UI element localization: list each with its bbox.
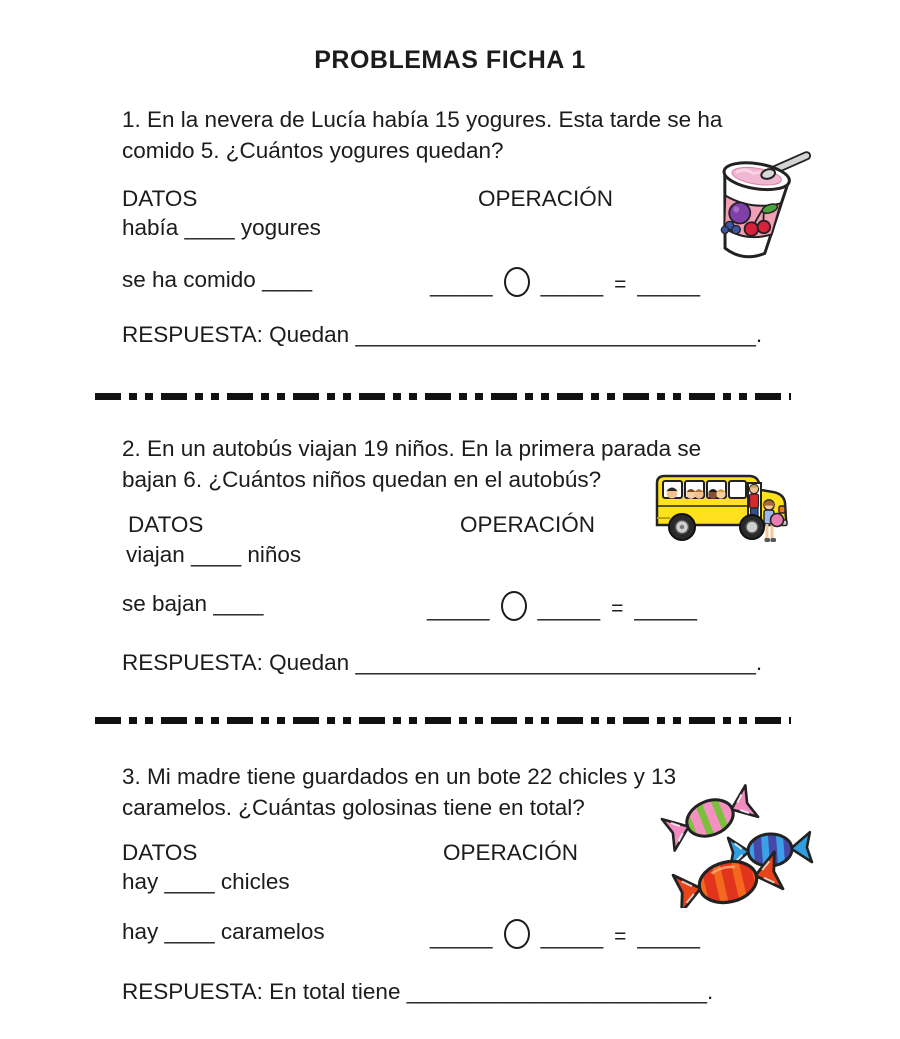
- equals-sign: =: [614, 925, 627, 948]
- problem-3-operation: [430, 919, 700, 950]
- operation-blank-2: _____: [537, 596, 601, 621]
- problem-3-section-headers: [0, 840, 900, 868]
- problem-1-datos-line-1: había ____ yogures: [122, 215, 321, 240]
- operation-blank-3: _____: [634, 596, 697, 621]
- dashed-separator-2: [95, 717, 791, 724]
- problem-1-datos-line-2: se ha comido ____: [122, 267, 313, 292]
- problem-1-statement: [122, 104, 782, 166]
- equals-sign: =: [614, 273, 627, 296]
- problem-2-statement-line2: bajan 6. ¿Cuántos niños quedan en el autobús?: [122, 467, 602, 492]
- problem-1-operacion-label: OPERACIÓN: [478, 186, 614, 211]
- page-title: PROBLEMAS FICHA 1: [314, 46, 586, 74]
- problem-3-respuesta-line: RESPUESTA: En total tiene ________________________.: [122, 979, 714, 1004]
- problem-3-statement-line2: caramelos. ¿Cuántas golosinas tiene en total?: [122, 795, 585, 820]
- equals-sign: =: [611, 597, 624, 620]
- problem-2-datos-line-1: viajan ____ niños: [126, 542, 302, 567]
- operation-blank-1: _____: [427, 596, 490, 621]
- problem-3-datos-line-2: hay ____ caramelos: [122, 919, 325, 944]
- problem-1-statement-line2: comido 5. ¿Cuántos yogures quedan?: [122, 138, 504, 163]
- problem-1-datos-label: DATOS: [122, 186, 198, 211]
- problem-3-operation-row: [0, 919, 900, 953]
- problem-2-operacion-label: OPERACIÓN: [460, 512, 596, 537]
- operation-circle: [501, 591, 527, 621]
- problem-3-datos-label: DATOS: [122, 840, 198, 865]
- operation-circle: [504, 267, 530, 297]
- problem-2-statement: [122, 433, 782, 495]
- problem-3-datos-line-1: hay ____ chicles: [122, 869, 290, 894]
- problem-2-section-headers: [0, 512, 900, 540]
- problem-2-operation-row: [0, 591, 900, 625]
- problem-2-datos-label: DATOS: [128, 512, 204, 537]
- problem-1-operation: [430, 267, 700, 298]
- operation-blank-1: _____: [430, 272, 493, 297]
- problem-3-statement: [122, 761, 782, 823]
- operation-blank-2: _____: [540, 924, 604, 949]
- operation-blank-2: _____: [540, 272, 604, 297]
- problem-2-operation: [427, 591, 697, 622]
- dashed-separator-1: [95, 393, 791, 400]
- problem-2-statement-line1: 2. En un autobús viajan 19 niños. En la primera parada se: [122, 436, 702, 461]
- problem-2-respuesta-line: RESPUESTA: Quedan ________________________________.: [122, 650, 763, 675]
- operation-circle: [504, 919, 530, 949]
- problem-3-operacion-label: OPERACIÓN: [443, 840, 579, 865]
- operation-blank-3: _____: [637, 272, 700, 297]
- problem-1-statement-line1: 1. En la nevera de Lucía había 15 yogures. Esta tarde se ha: [122, 107, 723, 132]
- problem-1-section-headers: [0, 186, 900, 214]
- operation-blank-3: _____: [637, 924, 700, 949]
- problem-3-statement-line1: 3. Mi madre tiene guardados en un bote 22 chicles y 13: [122, 764, 677, 789]
- problem-1-respuesta-line: RESPUESTA: Quedan ________________________________.: [122, 322, 763, 347]
- problem-2-datos-line-2: se bajan ____: [122, 591, 264, 616]
- operation-blank-1: _____: [430, 924, 493, 949]
- problem-1-operation-row: [0, 267, 900, 301]
